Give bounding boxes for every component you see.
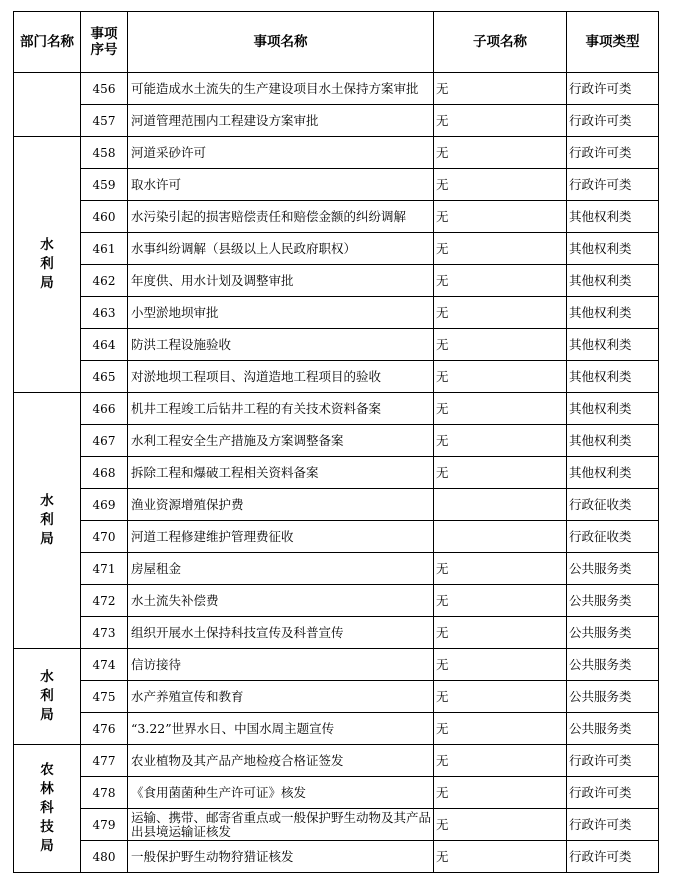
table-row <box>14 73 659 105</box>
name-cell: 水污染引起的损害赔偿责任和赔偿金额的纠纷调解 <box>128 201 434 233</box>
name-cell: 农业植物及其产品产地检疫合格证签发 <box>128 745 434 777</box>
sub-cell: 无 <box>434 297 567 329</box>
seq-cell: 463 <box>81 297 128 329</box>
name-cell: 机井工程竣工后钻井工程的有关技术资料备案 <box>128 393 434 425</box>
sub-cell: 无 <box>434 713 567 745</box>
seq-cell: 475 <box>81 681 128 713</box>
table-row <box>14 425 659 457</box>
table-row <box>14 329 659 361</box>
table-row <box>14 489 659 521</box>
sub-cell: 无 <box>434 809 567 841</box>
sub-cell: 无 <box>434 745 567 777</box>
type-cell: 其他权利类 <box>567 329 659 361</box>
table-row <box>14 585 659 617</box>
table-row <box>14 265 659 297</box>
sub-cell: 无 <box>434 393 567 425</box>
seq-cell: 460 <box>81 201 128 233</box>
dept-cell <box>14 137 81 393</box>
seq-cell: 471 <box>81 553 128 585</box>
type-cell: 行政征收类 <box>567 489 659 521</box>
name-cell: “3.22”世界水日、中国水周主题宣传 <box>128 713 434 745</box>
seq-cell: 456 <box>81 73 128 105</box>
type-cell: 公共服务类 <box>567 585 659 617</box>
sub-cell: 无 <box>434 265 567 297</box>
type-cell: 其他权利类 <box>567 361 659 393</box>
type-cell: 行政许可类 <box>567 809 659 841</box>
seq-cell: 476 <box>81 713 128 745</box>
seq-cell: 458 <box>81 137 128 169</box>
seq-cell: 468 <box>81 457 128 489</box>
name-cell: 信访接待 <box>128 649 434 681</box>
dept-label: 水利局 <box>40 237 54 291</box>
name-cell: 河道采砂许可 <box>128 137 434 169</box>
type-cell: 公共服务类 <box>567 713 659 745</box>
type-cell: 行政征收类 <box>567 521 659 553</box>
items-table <box>13 11 659 873</box>
type-cell: 公共服务类 <box>567 617 659 649</box>
name-cell: 河道工程修建维护管理费征收 <box>128 521 434 553</box>
table-row <box>14 745 659 777</box>
seq-cell: 467 <box>81 425 128 457</box>
table-row <box>14 233 659 265</box>
seq-cell: 474 <box>81 649 128 681</box>
table-row <box>14 361 659 393</box>
type-cell: 公共服务类 <box>567 681 659 713</box>
name-cell: 水事纠纷调解（县级以上人民政府职权） <box>128 233 434 265</box>
header-type: 事项类型 <box>567 12 659 73</box>
type-cell: 行政许可类 <box>567 105 659 137</box>
sub-cell: 无 <box>434 73 567 105</box>
type-cell: 行政许可类 <box>567 169 659 201</box>
table-header-row <box>14 12 659 73</box>
type-cell: 行政许可类 <box>567 777 659 809</box>
seq-cell: 480 <box>81 841 128 873</box>
name-cell: 水土流失补偿费 <box>128 585 434 617</box>
table-row <box>14 393 659 425</box>
table-row <box>14 105 659 137</box>
dept-label: 水利局 <box>40 493 54 547</box>
name-cell: 防洪工程设施验收 <box>128 329 434 361</box>
dept-label: 农林科技局 <box>40 762 54 854</box>
sub-cell: 无 <box>434 841 567 873</box>
type-cell: 行政许可类 <box>567 745 659 777</box>
name-cell: 对淤地坝工程项目、沟道造地工程项目的验收 <box>128 361 434 393</box>
dept-cell <box>14 649 81 745</box>
dept-label: 水利局 <box>40 669 54 723</box>
type-cell: 行政许可类 <box>567 137 659 169</box>
dept-cell <box>14 393 81 649</box>
type-cell: 公共服务类 <box>567 553 659 585</box>
dept-cell <box>14 745 81 873</box>
table-row <box>14 649 659 681</box>
header-seq: 事项序号 <box>81 12 128 73</box>
seq-cell: 473 <box>81 617 128 649</box>
table-row <box>14 777 659 809</box>
type-cell: 行政许可类 <box>567 73 659 105</box>
name-cell: 房屋租金 <box>128 553 434 585</box>
sub-cell: 无 <box>434 585 567 617</box>
sub-cell: 无 <box>434 201 567 233</box>
table-row <box>14 201 659 233</box>
table-row <box>14 809 659 841</box>
sub-cell <box>434 489 567 521</box>
name-cell: 组织开展水土保持科技宣传及科普宣传 <box>128 617 434 649</box>
table-row <box>14 521 659 553</box>
sub-cell: 无 <box>434 105 567 137</box>
type-cell: 行政许可类 <box>567 841 659 873</box>
table-row <box>14 681 659 713</box>
sub-cell: 无 <box>434 553 567 585</box>
type-cell: 其他权利类 <box>567 297 659 329</box>
type-cell: 公共服务类 <box>567 649 659 681</box>
seq-cell: 464 <box>81 329 128 361</box>
sub-cell: 无 <box>434 649 567 681</box>
name-cell: 《食用菌菌种生产许可证》核发 <box>128 777 434 809</box>
name-cell: 拆除工程和爆破工程相关资料备案 <box>128 457 434 489</box>
sub-cell: 无 <box>434 617 567 649</box>
seq-cell: 465 <box>81 361 128 393</box>
seq-cell: 462 <box>81 265 128 297</box>
sub-cell: 无 <box>434 777 567 809</box>
type-cell: 其他权利类 <box>567 265 659 297</box>
seq-cell: 466 <box>81 393 128 425</box>
seq-cell: 472 <box>81 585 128 617</box>
sub-cell: 无 <box>434 329 567 361</box>
seq-cell: 470 <box>81 521 128 553</box>
table-row <box>14 169 659 201</box>
name-cell: 水利工程安全生产措施及方案调整备案 <box>128 425 434 457</box>
header-sub: 子项名称 <box>434 12 567 73</box>
table-row <box>14 713 659 745</box>
name-cell: 渔业资源增殖保护费 <box>128 489 434 521</box>
table-row <box>14 841 659 873</box>
type-cell: 其他权利类 <box>567 425 659 457</box>
name-cell: 年度供、用水计划及调整审批 <box>128 265 434 297</box>
sub-cell: 无 <box>434 361 567 393</box>
type-cell: 其他权利类 <box>567 201 659 233</box>
dept-cell <box>14 73 81 137</box>
name-cell: 小型淤地坝审批 <box>128 297 434 329</box>
seq-cell: 479 <box>81 809 128 841</box>
type-cell: 其他权利类 <box>567 233 659 265</box>
sub-cell: 无 <box>434 169 567 201</box>
sub-cell: 无 <box>434 457 567 489</box>
sub-cell: 无 <box>434 233 567 265</box>
name-cell: 河道管理范围内工程建设方案审批 <box>128 105 434 137</box>
name-cell: 一般保护野生动物狩猎证核发 <box>128 841 434 873</box>
header-name: 事项名称 <box>128 12 434 73</box>
table-row <box>14 553 659 585</box>
seq-cell: 469 <box>81 489 128 521</box>
type-cell: 其他权利类 <box>567 457 659 489</box>
seq-cell: 459 <box>81 169 128 201</box>
sub-cell: 无 <box>434 425 567 457</box>
seq-cell: 478 <box>81 777 128 809</box>
name-cell: 取水许可 <box>128 169 434 201</box>
seq-cell: 457 <box>81 105 128 137</box>
sub-cell: 无 <box>434 681 567 713</box>
table-row <box>14 297 659 329</box>
table-row <box>14 137 659 169</box>
seq-cell: 461 <box>81 233 128 265</box>
table-row <box>14 457 659 489</box>
name-cell: 水产养殖宣传和教育 <box>128 681 434 713</box>
type-cell: 其他权利类 <box>567 393 659 425</box>
sub-cell: 无 <box>434 137 567 169</box>
table-row <box>14 617 659 649</box>
header-dept: 部门名称 <box>14 12 81 73</box>
name-cell: 运输、携带、邮寄省重点或一般保护野生动物及其产品出县境运输证核发 <box>128 809 434 841</box>
name-cell: 可能造成水土流失的生产建设项目水土保持方案审批 <box>128 73 434 105</box>
sub-cell <box>434 521 567 553</box>
seq-cell: 477 <box>81 745 128 777</box>
